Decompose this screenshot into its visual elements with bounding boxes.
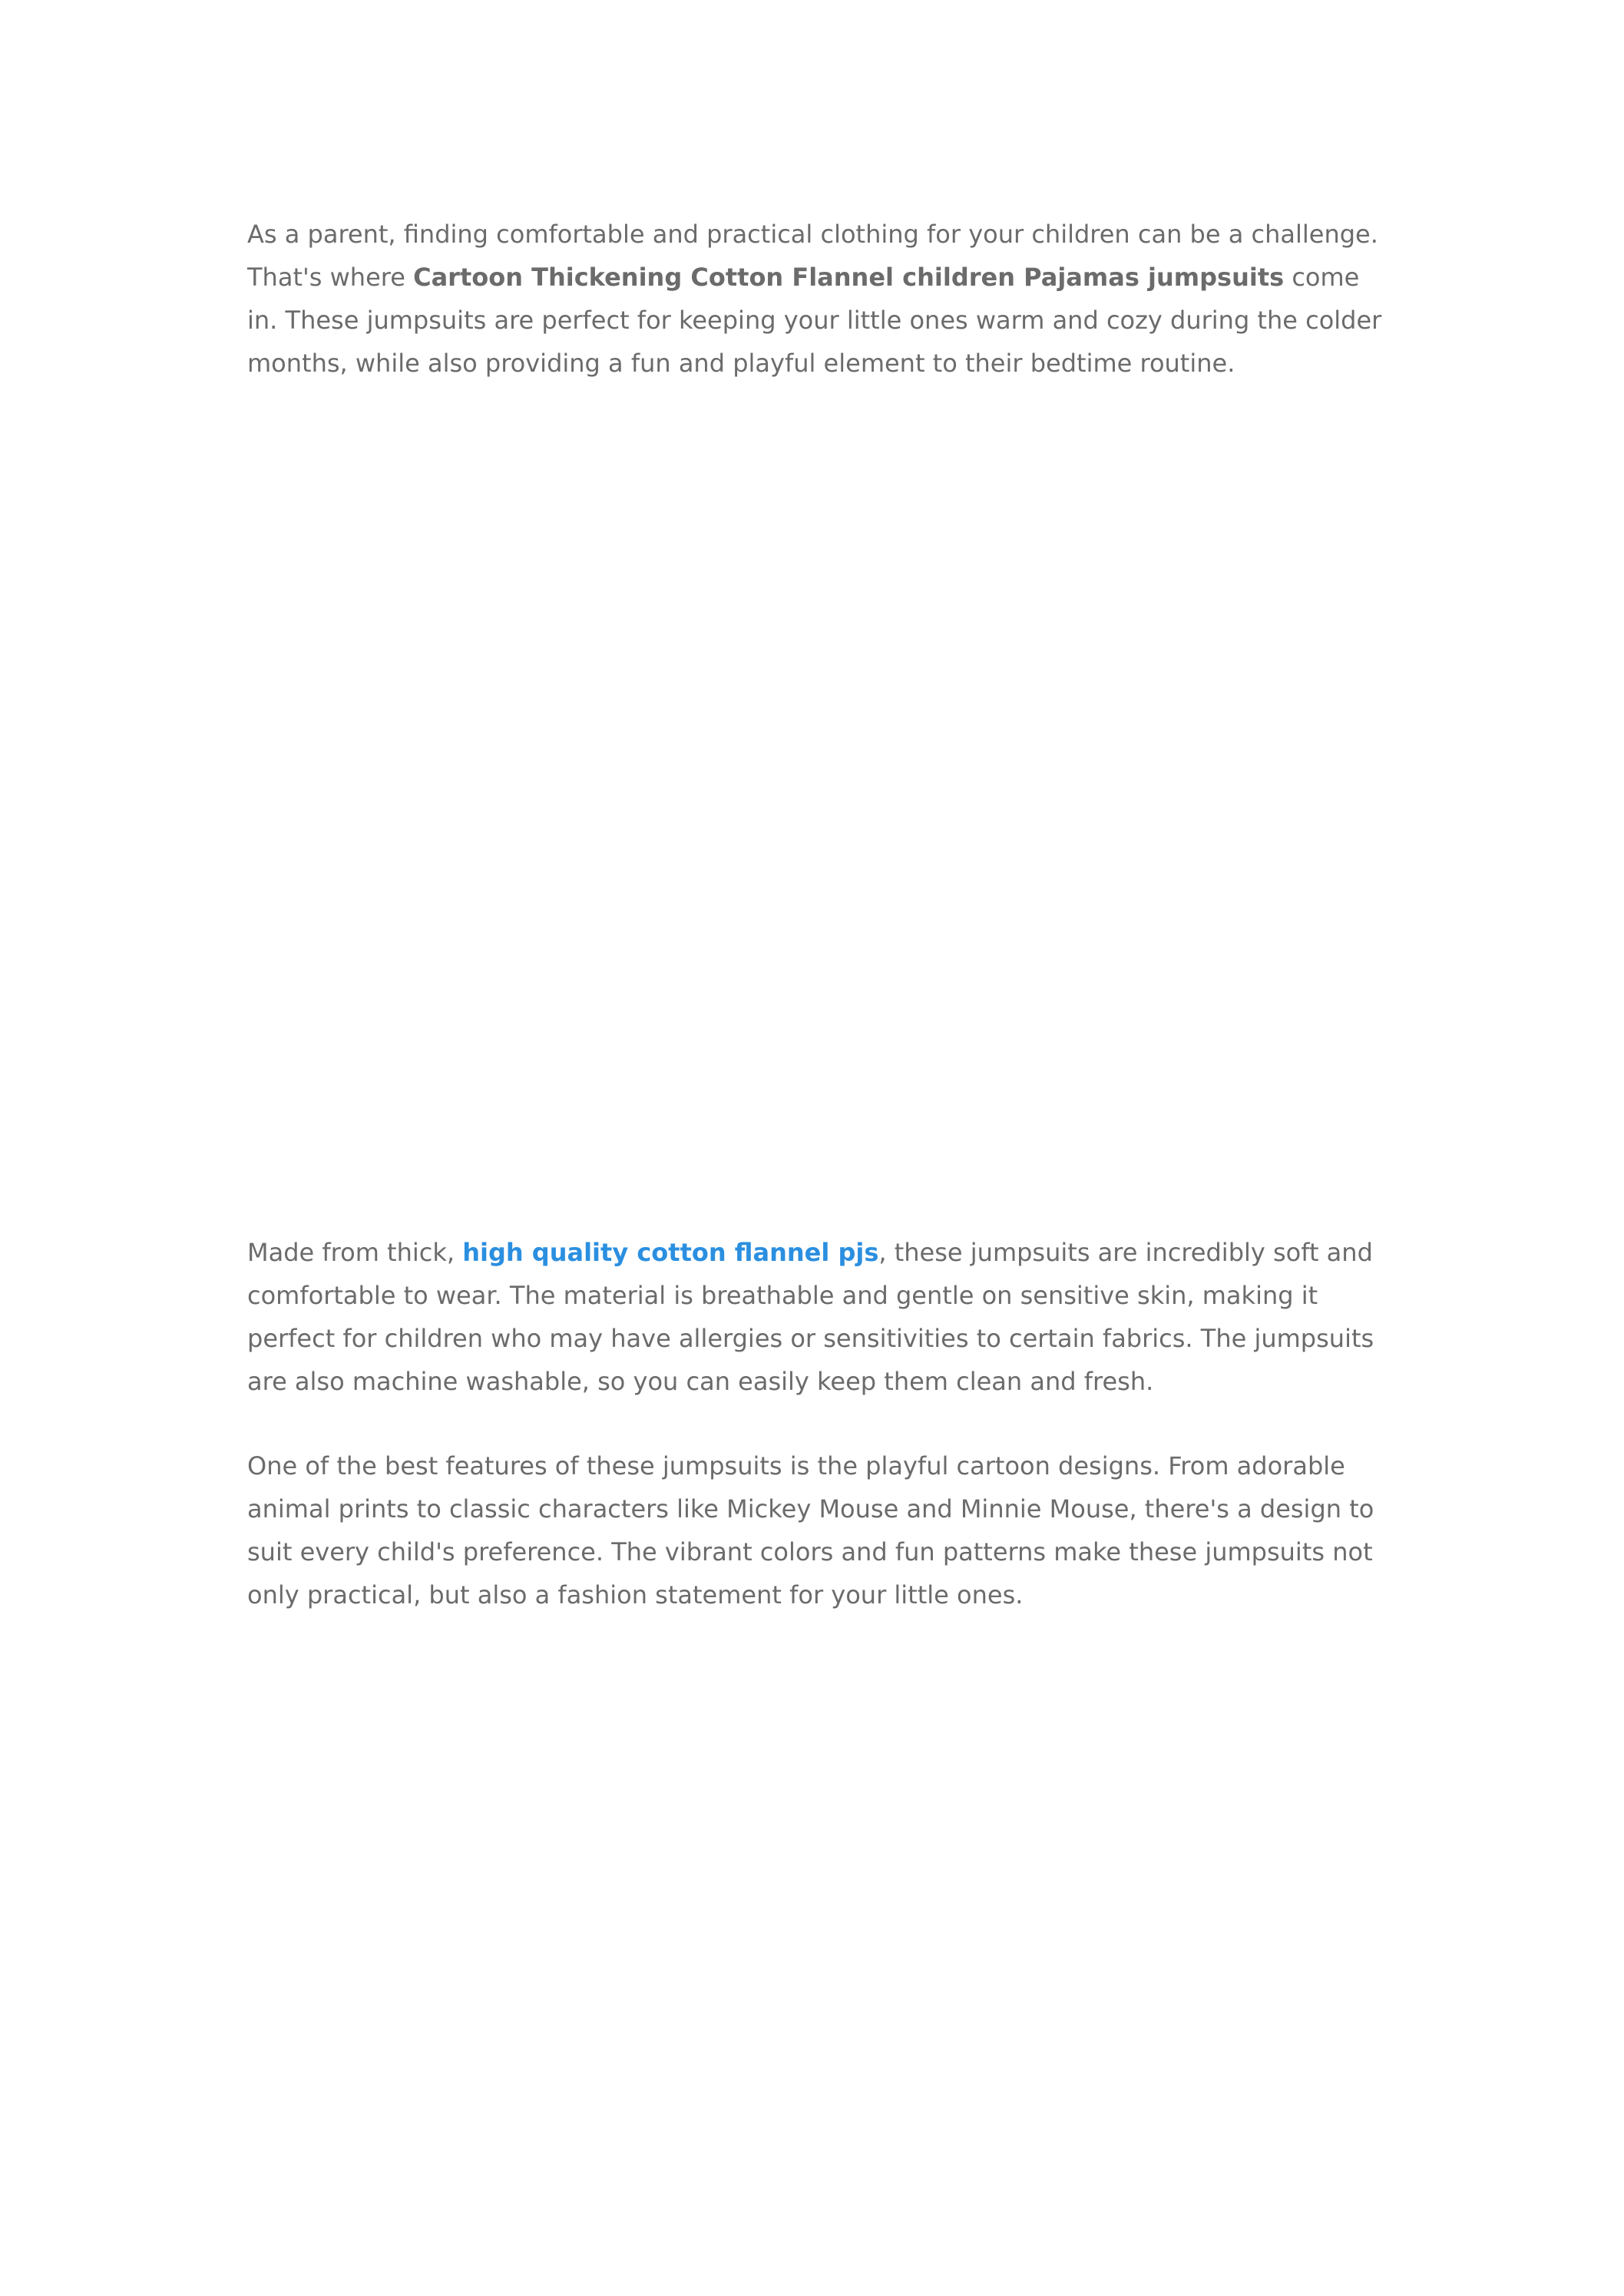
material-text-end: , these jumpsuits are incredibly soft and comfortable to wear. The material is breathable and gentle on sensitive skin, making it perfect for children who may have allergies or sensitivities to certain fabrics. The jumpsuits are also machine washable, so you can easily keep them clean and fresh.	[247, 1238, 1374, 1396]
designs-text: One of the best features of these jumpsuits is the playful cartoon designs. From adorable animal prints to classic characters like Mickey Mouse and Minnie Mouse, there's a design to suit every child's preference. The vibrant colors and fun patterns make these jumpsuits not only practical, but also a fashion statement for your little ones.	[247, 1451, 1374, 1610]
product-name-bold: Cartoon Thickening Cotton Flannel children Pajamas jumpsuits	[413, 263, 1285, 292]
cotton-flannel-pjs-link[interactable]: high quality cotton flannel pjs	[462, 1238, 879, 1267]
material-paragraph	[247, 1231, 1384, 1403]
designs-paragraph	[247, 1444, 1384, 1616]
material-text-start: Made from thick,	[247, 1238, 463, 1267]
intro-text-end: come in. These jumpsuits are perfect for keeping your little ones warm and cozy during the colder months, while also providing a fun and playful element to their bedtime routine.	[247, 263, 1382, 378]
intro-paragraph	[247, 213, 1384, 385]
intro-text-start: As a parent, finding comfortable and practical clothing for your children can be a challenge. That's where	[247, 220, 1378, 292]
